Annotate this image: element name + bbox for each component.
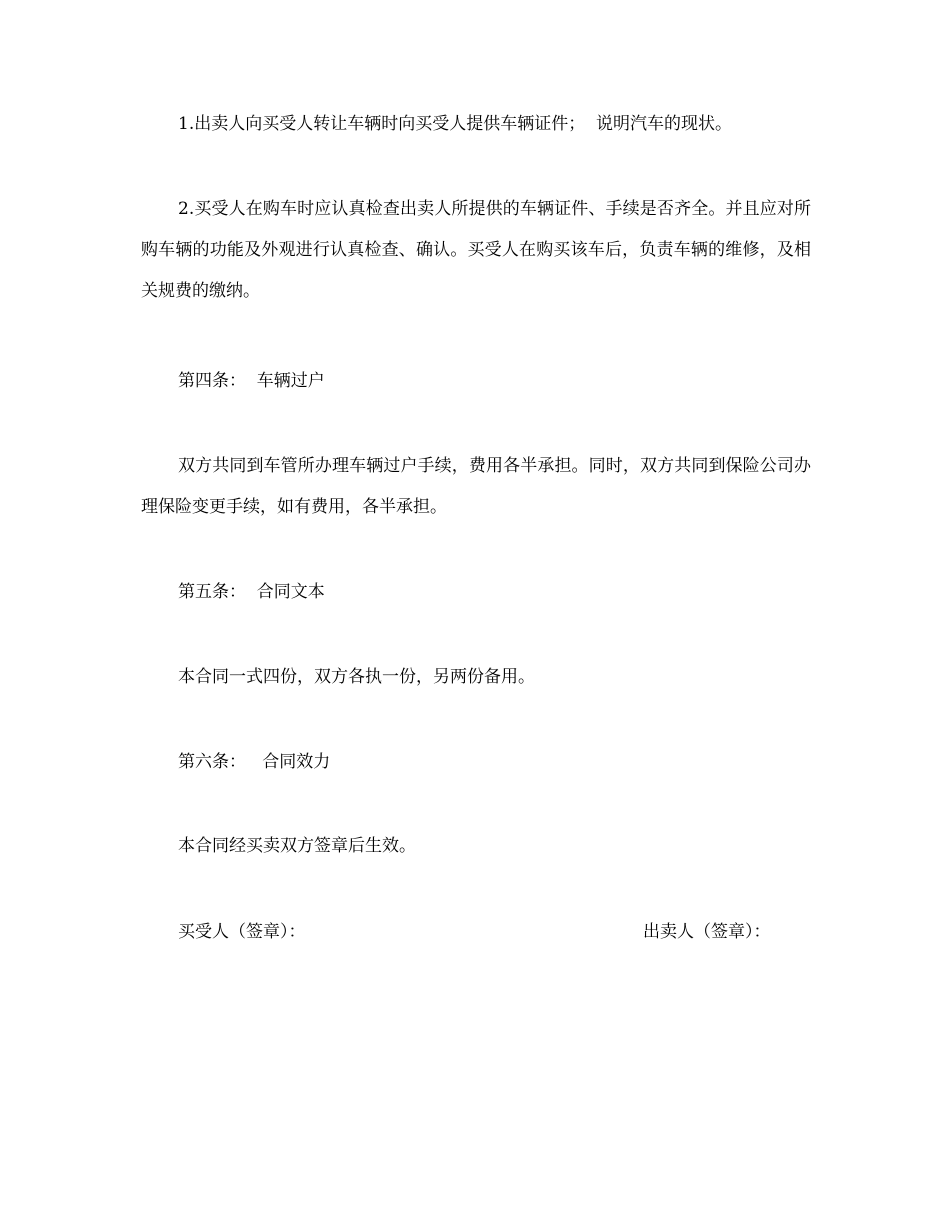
seller-signature-label: 出卖人（签章）： [643,922,771,942]
article-5-body: 本合同一式四份，双方各执一份，另两份备用。 [178,667,535,687]
buyer-signature-label: 买受人（签章）： [178,922,306,942]
article-6-heading: 第六条： 合同效力 [178,752,331,772]
article-4-body: 双方共同到车管所办理车辆过户手续，费用各半承担。同时，双方共同到保险公司办理保险变更手续，如有费用，各半承担。 [141,456,811,517]
clause-item-2: 2.买受人在购车时应认真检查出卖人所提供的车辆证件、手续是否齐全。并且应对所购车辆的功能及外观进行认真检查、确认。买受人在购买该车后，负责车辆的维修，及相关规费的缴纳。 [141,199,811,301]
clause-item-1: 1.出卖人向买受人转让车辆时向买受人提供车辆证件； 说明汽车的现状。 [178,114,733,134]
article-5-heading: 第五条： 合同文本 [178,582,325,602]
article-6-body: 本合同经买卖双方签章后生效。 [178,836,416,856]
article-4-heading: 第四条： 车辆过户 [178,371,325,391]
